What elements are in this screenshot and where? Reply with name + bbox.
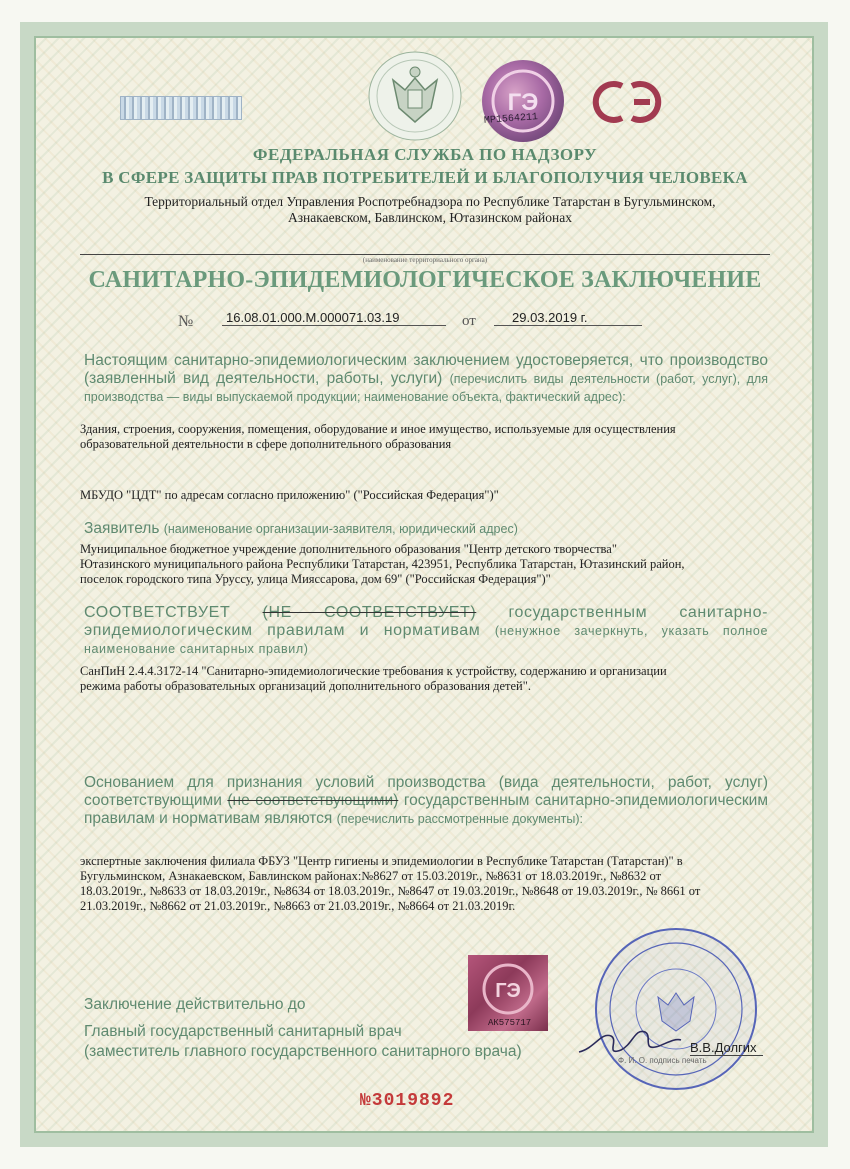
basis-line2: Бугульминском, Азнакаевском, Бавлинском районах:№8627 от 15.03.2019г., №8631 от 18.03.2019г., №8632 от — [80, 869, 662, 883]
basis-line4: 21.03.2019г., №8662 от 21.03.2019г., №8663 от 21.03.2019г., №8664 от 21.03.2019г. — [80, 899, 516, 913]
agency-name-line1: ФЕДЕРАЛЬНАЯ СЛУЖБА ПО НАДЗОРУ — [252, 145, 598, 164]
certifies-paragraph — [84, 352, 768, 406]
basis-lead-part1: Основанием для признания условий производства (вида деятельности, работ, услуг) соответствующими — [84, 774, 768, 809]
conformity-value-line2: режима работы образовательных организаций дополнительного образования детей". — [80, 679, 531, 693]
svg-text:ГЭ: ГЭ — [507, 89, 539, 116]
basis-line3: 18.03.2019г., №8633 от 18.03.2019г., №8634 от 18.03.2019г., №8647 от 19.03.2019г., №8648 от 19.03.2019г., № 8661 от — [80, 884, 701, 898]
conformity-word: СООТВЕТСТВУЕТ — [84, 604, 231, 621]
territorial-line1: Территориальный отдел Управления Роспотребнадзора по Республике Татарстан в Бугульминском, — [144, 194, 716, 209]
chief-doctor-line2: (заместитель главного государственного санитарного врача) — [84, 1043, 522, 1060]
document-date: 29.03.2019 г. — [494, 310, 642, 326]
chief-doctor-line1: Главный государственный санитарный врач — [84, 1023, 402, 1040]
certifies-lead: Настоящим санитарно-эпидемиологическим заключением удостоверяется, что производство (заявленный вид деятельности, работы, услуги) — [84, 352, 768, 387]
territorial-office — [90, 194, 770, 226]
agency-name-line2: В СФЕРЕ ЗАЩИТЫ ПРАВ ПОТРЕБИТЕЛЕЙ И БЛАГОПОЛУЧИЯ ЧЕЛОВЕКА — [102, 168, 748, 187]
basis-lead-part2: государственным санитарно-эпидемиологическим правилам и нормативам являются — [84, 792, 768, 827]
number-label: № — [178, 313, 194, 330]
basis-paragraph — [84, 774, 768, 828]
conformity-rest: государственным санитарно-эпидемиологическим правилам и нормативам — [84, 604, 769, 639]
applicant-heading — [84, 520, 768, 538]
document-title: САНИТАРНО-ЭПИДЕМИОЛОГИЧЕСКОЕ ЗАКЛЮЧЕНИЕ — [88, 267, 762, 293]
divider — [80, 254, 770, 255]
svg-text:ГЭ: ГЭ — [495, 980, 521, 1002]
date-label: от — [462, 313, 476, 329]
certifies-value-line1: Здания, строения, сооружения, помещения, оборудование и иное имущество, используемые для осуществления — [80, 422, 676, 436]
security-strip — [120, 96, 242, 120]
conformity-hint: (ненужное зачеркнуть, указать полное наименование санитарных правил) — [84, 624, 769, 656]
conformity-struck: (НЕ СООТВЕТСТВУЕТ) — [262, 604, 477, 621]
certifies-value-line2: образовательной деятельности в сфере дополнительного образования — [80, 437, 452, 451]
se-logo-icon — [592, 80, 664, 124]
applicant-line3: поселок городского типа Уруссу, улица Мияссарова, дом 69" ("Российская Федерация")" — [80, 572, 551, 586]
certifies-hint: (перечислить виды деятельности (работ, услуг), для производства — виды выпускаемой продукции; наименование объекта, фактический адрес): — [84, 372, 768, 404]
certifies-value — [80, 422, 770, 452]
basis-hint: (перечислить рассмотренные документы): — [336, 812, 584, 826]
conformity-value — [80, 664, 770, 694]
document-number: 16.08.01.000.М.000071.03.19 — [222, 310, 446, 326]
basis-line1: экспертные заключения филиала ФБУЗ "Центр гигиены и эпидемиологии в Республике Татарстан (Татарстан)" в — [80, 854, 683, 868]
hologram-code: МР1564211 — [483, 112, 539, 127]
applicant-label: Заявитель — [84, 520, 160, 537]
hologram-bottom-code: АК575717 — [488, 1018, 532, 1028]
conformity-value-line1: СанПиН 2.4.4.3172-14 "Санитарно-эпидемиологические требования к устройству, содержанию и организации — [80, 664, 667, 678]
emblem-icon — [365, 50, 465, 142]
object-line: МБУДО "ЦДТ" по адресам согласно приложению" ("Российская Федерация")" — [80, 488, 499, 502]
basis-struck: (не соответствующими) — [227, 792, 399, 809]
applicant-hint: (наименование организации-заявителя, юридический адрес) — [163, 522, 518, 536]
applicant-line2: Ютазинского муниципального района Республики Татарстан, 423951, Республика Татарстан, Ютазинский район, — [80, 557, 685, 571]
basis-value — [80, 854, 790, 914]
conformity-paragraph — [84, 604, 768, 658]
applicant-line1: Муниципальное бюджетное учреждение дополнительного образования "Центр детского творчества" — [80, 542, 617, 556]
territorial-line2: Азнакаевском, Бавлинском, Ютазинском районах — [287, 210, 573, 225]
official-stamp-icon — [592, 925, 760, 1093]
signer-name: В.В.Долгих — [690, 1040, 763, 1056]
serial-number: №3019892 — [360, 1091, 455, 1111]
territorial-caption: (наименование территориального органа) — [362, 256, 488, 264]
applicant-value — [80, 542, 770, 587]
hologram-seal-icon — [482, 60, 564, 142]
valid-until-label: Заключение действительно до — [84, 996, 306, 1013]
signer-caption: Ф. И. О. подпись печать — [618, 1056, 707, 1065]
